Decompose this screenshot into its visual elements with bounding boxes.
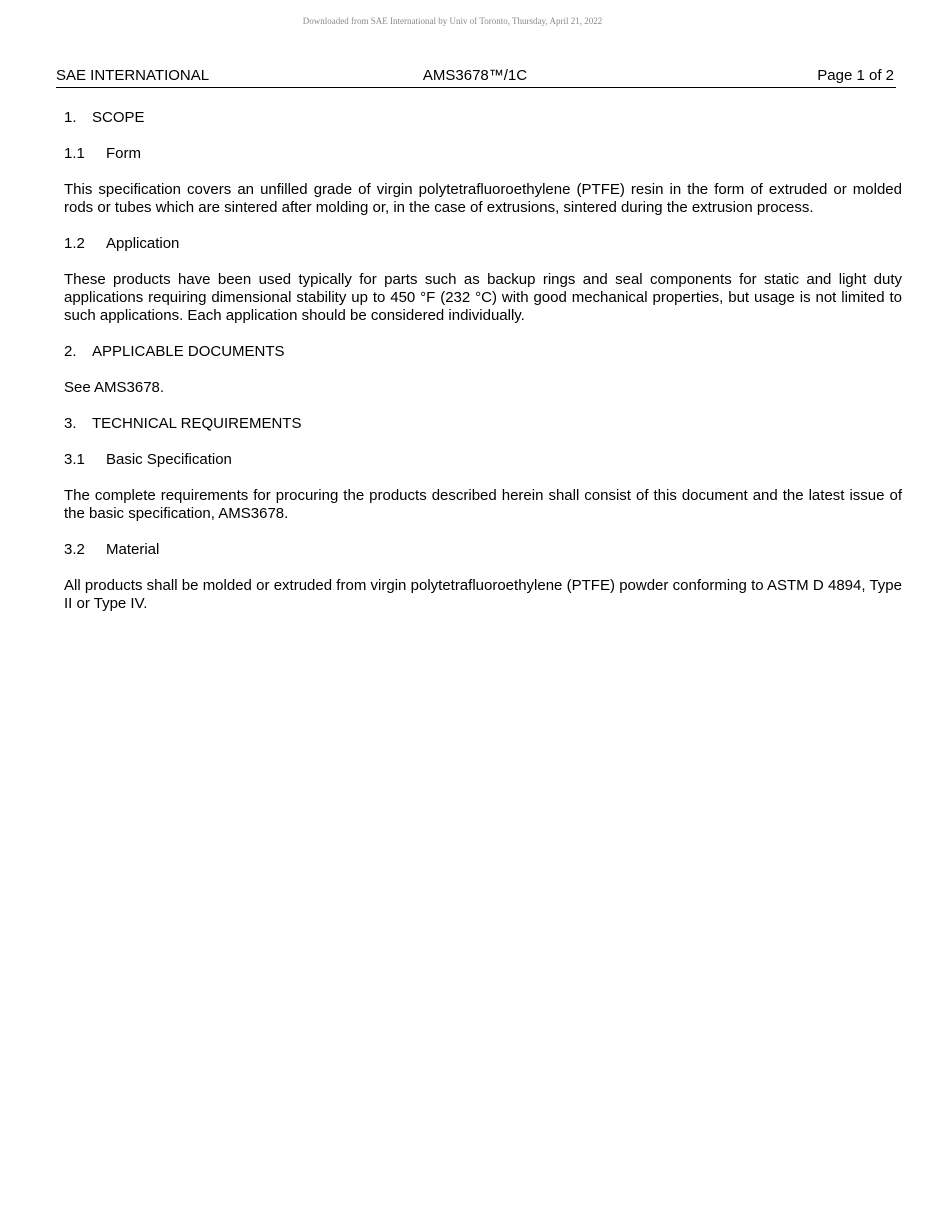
- section-number: 3.2: [64, 541, 85, 558]
- download-watermark: Downloaded from SAE International by Univ of Toronto, Thursday, April 21, 2022: [302, 16, 603, 26]
- section-title: Material: [106, 541, 160, 558]
- section-number: 2.: [64, 343, 77, 360]
- header-page-number: Page 1 of 2: [817, 67, 894, 84]
- page-header: [56, 67, 896, 88]
- subsection-heading-form: [64, 145, 902, 163]
- section-heading-scope: [64, 109, 902, 127]
- section-title: Application: [106, 235, 180, 252]
- section-number: 1.1: [64, 145, 85, 162]
- section-title: Basic Specification: [106, 451, 232, 468]
- subsection-heading-basic-specification: [64, 451, 902, 469]
- paragraph-form: This specification covers an unfilled grade of virgin polytetrafluoroethylene (PTFE) resin in the form of extruded or molded rods or tubes which are sintered after molding or, in the case of extrusions, sintered during the extrusion process.: [64, 181, 902, 216]
- document-body: [64, 109, 902, 631]
- header-document-number: AMS3678™/1C: [422, 67, 528, 84]
- paragraph-applicable-documents: See AMS3678.: [64, 379, 165, 396]
- paragraph-application: These products have been used typically for parts such as backup rings and seal components for static and light duty applications requiring dimensional stability up to 450 °F (232 °C) with good mechanical properties, but usage is not limited to such applications. Each application should be considered individually.: [64, 271, 902, 324]
- section-title: APPLICABLE DOCUMENTS: [92, 343, 285, 360]
- section-title: SCOPE: [92, 109, 145, 126]
- section-number: 1.: [64, 109, 77, 126]
- section-number: 3.: [64, 415, 77, 432]
- paragraph-material: All products shall be molded or extruded from virgin polytetrafluoroethylene (PTFE) powder conforming to ASTM D 4894, Type II or Type IV.: [64, 577, 902, 612]
- section-number: 3.1: [64, 451, 85, 468]
- subsection-heading-application: [64, 235, 902, 253]
- section-title: Form: [106, 145, 141, 162]
- section-heading-technical-requirements: [64, 415, 902, 433]
- paragraph-basic-specification: The complete requirements for procuring the products described herein shall consist of this document and the latest issue of the basic specification, AMS3678.: [64, 487, 902, 522]
- subsection-heading-material: [64, 541, 902, 559]
- section-heading-applicable-documents: [64, 343, 902, 361]
- section-title: TECHNICAL REQUIREMENTS: [92, 415, 302, 432]
- section-number: 1.2: [64, 235, 85, 252]
- header-organization: SAE INTERNATIONAL: [56, 67, 210, 84]
